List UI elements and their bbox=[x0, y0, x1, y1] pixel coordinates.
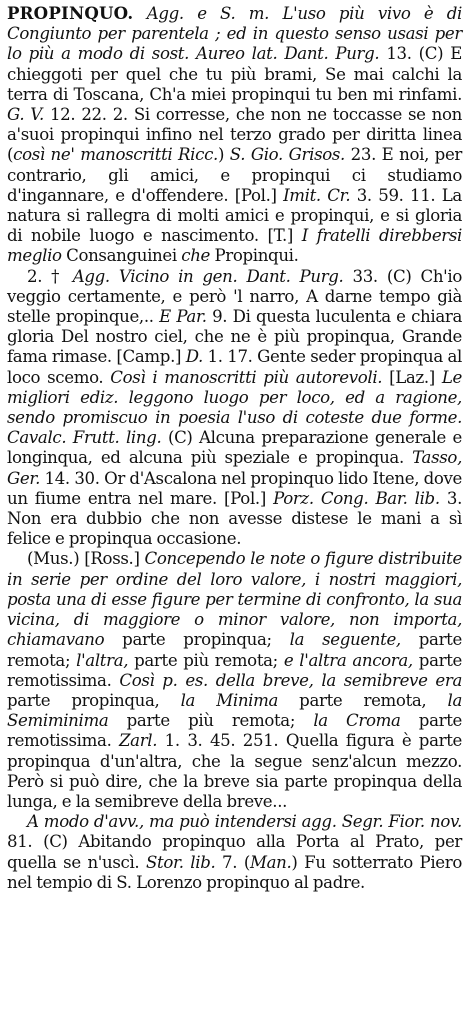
text-run: 33. (C) Ch'io veggio certamente, e però 'l narro, A darne tempo già stelle propinque,.. bbox=[7, 266, 462, 327]
music-paragraph bbox=[7, 549, 462, 812]
italic-text: l'altra, bbox=[76, 650, 129, 670]
italic-text: G. V. bbox=[7, 105, 44, 125]
italic-text: S. Gio. Grisos. bbox=[229, 145, 345, 165]
text-run: Consanguinei bbox=[61, 246, 182, 266]
italic-text: I fratelli direbbersi meglio bbox=[7, 226, 462, 266]
italic-text: D. bbox=[185, 347, 203, 367]
text-run: 1. 17. Gente seder propinqua al loco scemo. bbox=[7, 347, 462, 387]
italic-text: Stor. lib. bbox=[145, 852, 216, 872]
text-run: parte remota, bbox=[278, 690, 448, 710]
text-run: 13. (C) E chieggoti per quel che tu più brami, Se mai calchi la terra di Toscana, Ch'a miei propinqui tu ben mi rinfami. bbox=[7, 44, 462, 104]
italic-text: Agg. e S. m. bbox=[146, 4, 270, 23]
text-run: (C) Alcuna preparazione generale e longinqua, ed alcuna più speziale e propinqua. bbox=[7, 428, 462, 468]
italic-text: Le migliori ediz. leggono luogo per loco, ed a ragione, sendo promiscuo in poesia l'uso di coteste due forme. Cavalc. Frutt. ling. bbox=[7, 367, 462, 448]
text-run: 23. E noi, per contrario, gli amici, e propinqui ci studiamo d'ingannare, e d'offendere. [Pol.] bbox=[7, 145, 462, 205]
italic-text: E Par. bbox=[159, 307, 207, 327]
text-run: ) Fu sotterrato Piero nel tempio di S. Lorenzo propinquo al padre. bbox=[7, 852, 462, 892]
text-run: parte più remota; bbox=[128, 650, 284, 670]
italic-text: A modo d'avv., ma può intendersi agg. Segr. Fior. nov. bbox=[27, 812, 462, 832]
text-run: 12. 22. 2. Si corresse, che non ne toccasse se non a'suoi propinqui infino nel terzo grado per diritta linea ( bbox=[7, 105, 462, 165]
italic-text: la Semiminima bbox=[7, 690, 462, 731]
text-run bbox=[269, 4, 282, 23]
headword: PROPINQUO. bbox=[7, 3, 134, 23]
sense-1-paragraph bbox=[7, 3, 462, 267]
text-run: ) bbox=[217, 145, 230, 165]
italic-text: la seguente, bbox=[289, 630, 401, 650]
text-run: parte propinqua, bbox=[7, 690, 181, 710]
italic-text: Concependo le note o figure distribuite in serie per ordine del loro valore, i nostri maggiori, posta una di esse figure per termine di confronto, la sua vicina, di maggiore o minor valore, non importa, chiamavano bbox=[7, 549, 462, 650]
text-run: (Mus.) [Ross.] bbox=[27, 549, 145, 569]
text-run: parte propinqua; bbox=[104, 630, 290, 650]
italic-text: la Croma bbox=[313, 711, 401, 731]
text-run: Propinqui. bbox=[210, 246, 299, 266]
italic-text: Man. bbox=[249, 852, 292, 872]
italic-text: Porz. Cong. Bar. lib. bbox=[273, 488, 440, 508]
text-run: 9. Di questa luculenta e chiara gloria Del nostro ciel, che ne è più propinqua, Grande fama rimase. [Camp.] bbox=[7, 307, 462, 367]
italic-text: Imit. Cr. bbox=[283, 185, 351, 205]
italic-text: che bbox=[181, 246, 211, 266]
text-run: 14. 30. Or d'Ascalona nel propinquo lido Itene, dove un fiume entra nel mare. [Pol.] bbox=[7, 468, 462, 508]
text-run bbox=[133, 4, 146, 23]
text-run: 2. † bbox=[27, 266, 73, 286]
text-run: 7. ( bbox=[215, 852, 250, 872]
text-run: 3. 59. 11. La natura si rallegra di molti amici e propinqui, e si gloria di nobile luogo e nascimento. [T.] bbox=[7, 185, 462, 246]
italic-text: Così p. es. della breve, la semibreve era bbox=[119, 670, 462, 690]
text-run: parte più remota; bbox=[108, 711, 314, 731]
text-run: [Laz.] bbox=[382, 367, 442, 387]
text-run: 3. Non era dubbio che non avesse distese le mani a sì felice e propinqua occasione. bbox=[7, 488, 462, 549]
text-run: parte remota; bbox=[7, 630, 462, 670]
italic-text: L'uso più vivo è di Congiunto per parentela ; ed in questo senso usasi per lo più a modo di sost. Aureo lat. Dant. Purg. bbox=[7, 4, 462, 64]
italic-text: Zarl. bbox=[119, 731, 158, 751]
italic-text: Tasso, Ger. bbox=[7, 448, 462, 488]
italic-text: Agg. Vicino in gen. Dant. Purg. bbox=[72, 266, 344, 286]
text-run: 81. (C) Abitando propinquo alla Porta al Prato, per quella se n'uscì. bbox=[7, 832, 462, 872]
sense-2-paragraph bbox=[7, 267, 462, 550]
adverb-paragraph bbox=[7, 812, 462, 893]
italic-text: Così i manoscritti più autorevoli. bbox=[110, 367, 383, 387]
text-run: 1. 3. 45. 251. Quella figura è parte propinqua d'un'altra, che la segue senz'alcun mezzo. Però si può dire, che la breve sia parte propinqua della lunga, e la semibreve della breve... bbox=[7, 731, 462, 811]
italic-text: la Minima bbox=[180, 690, 279, 710]
italic-text: e l'altra ancora, bbox=[283, 650, 413, 670]
text-run: parte remotissima. bbox=[7, 650, 462, 690]
italic-text: così ne' manoscritti Ricc. bbox=[13, 145, 218, 165]
text-run: parte remotissima. bbox=[7, 711, 462, 751]
